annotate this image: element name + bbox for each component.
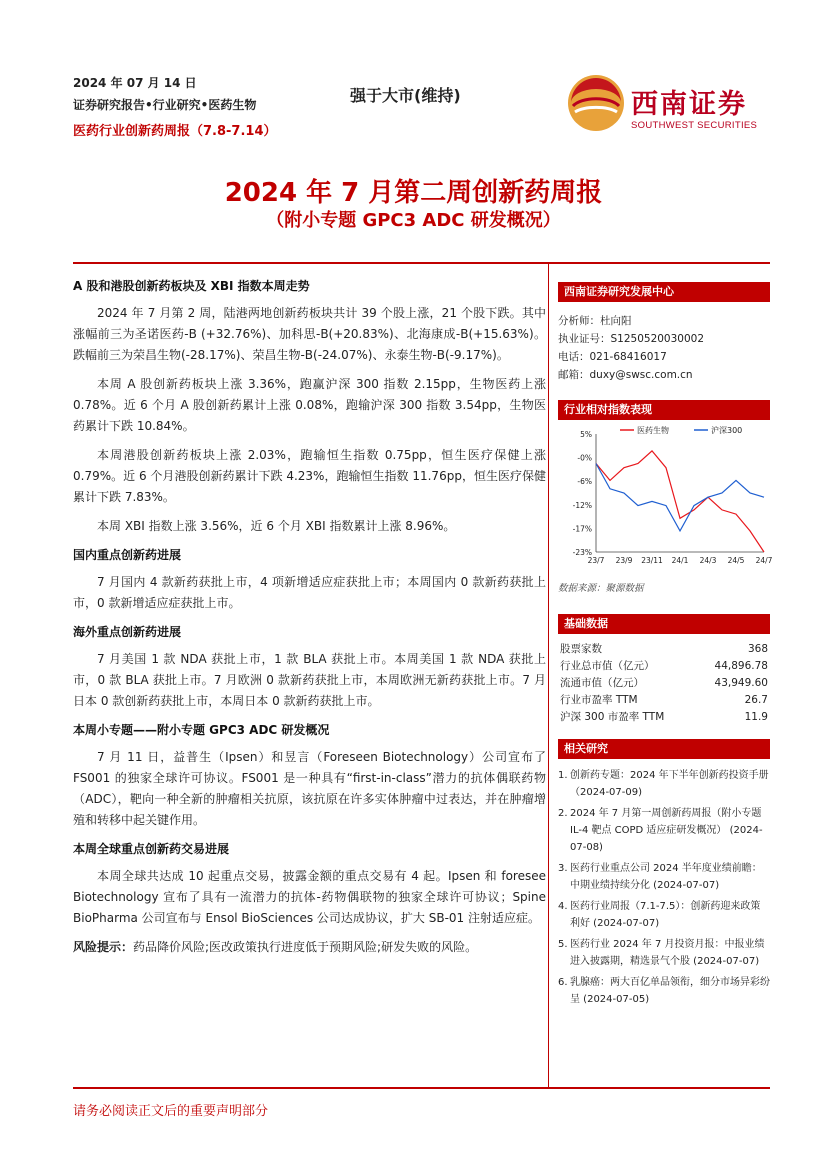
- list-item[interactable]: 2. 2024 年 7 月第一周创新药周报（附小专题 IL-4 靶点 COPD 适应症研发概况） (2024-07-08): [558, 808, 763, 853]
- x-tick-label: 23/7: [587, 556, 605, 565]
- risk-label: 风险提示：: [73, 940, 134, 954]
- report-series: 医药行业创新药周报（7.8-7.14）: [73, 124, 277, 139]
- table-row: [558, 691, 770, 708]
- list-item[interactable]: 1. 创新药专题：2024 年下半年创新药投资手册 （2024-07-09): [558, 770, 769, 798]
- paragraph: 7 月国内 4 款新药获批上市，4 项新增适应症获批上市；本周国内 0 款新药获批上市，0 款新增适应症获批上市。: [73, 575, 546, 610]
- x-tick-label: 24/7: [755, 556, 773, 565]
- x-tick-label: 24/5: [727, 556, 745, 565]
- row-value: 44,896.78: [714, 659, 768, 672]
- paragraph: 2024 年 7 月第 2 周，陆港两地创新药板块共计 39 个股上涨，21 个股下跌。其中涨幅前三为圣诺医药-B (+32.76%)、加科思-B(+20.83%)、北海康成-B(+15.63%)。跌幅前三为荣昌生物(-28.17%)、荣昌生物-B(-24.07%)、永泰生物-B(-9.17%)。: [73, 306, 546, 362]
- paragraph: 7 月 11 日，益普生（Ipsen）和昱言（Foreseen Biotechnology）公司宣布了 FS001 的独家全球许可协议。FS001 是一种具有“first-in-class”潜力的抗体偶联药物（ADC），靶向一种全新的肿瘤相关抗原，该抗原在许多实体肿瘤中过表达，并在肿瘤增殖和转移中起关键作用。: [73, 750, 546, 827]
- page-subtitle: （附小专题 GPC3 ADC 研发概况）: [266, 210, 561, 231]
- paragraph: 本周港股创新药板块上涨 2.03%，跑输恒生指数 0.75pp，恒生医疗保健上涨 0.79%。近 6 个月港股创新药累计下跌 4.23%，跑输恒生指数 11.76pp，恒生医疗保健累计下跌 7.83%。: [73, 448, 546, 504]
- paragraph: 本周全球共达成 10 起重点交易，披露金额的重点交易有 4 起。Ipsen 和 foresee Biotechnology 宣布了具有一流潜力的抗体-药物偶联物的独家全球许可协议；Spine BioPharma 公司宣布与 Ensol BioSciences 公司达成协议，扩大 SB-01 注射适应症。: [73, 869, 546, 925]
- list-item[interactable]: 4. 医药行业周报（7.1-7.5）：创新药迎来政策利好 (2024-07-07): [558, 901, 761, 929]
- legend-label-0: 医药生物: [637, 426, 669, 435]
- y-tick-label: -6%: [577, 477, 592, 487]
- top-rule: [73, 262, 770, 264]
- related-research-list: [558, 767, 770, 1008]
- main-column: [73, 276, 546, 966]
- row-value: 43,949.60: [714, 676, 768, 689]
- analyst-license: 执业证号：S1250520030002: [558, 333, 705, 345]
- risk-text: 药品降价风险;医改政策执行进度低于预期风险;研发失败的风险。: [133, 940, 478, 954]
- chart-source: 数据来源：聚源数据: [558, 583, 644, 594]
- y-tick-label: 5%: [580, 430, 592, 439]
- perf-line-chart: [558, 424, 773, 574]
- footer-disclaimer: 请务必阅读正文后的重要声明部分: [73, 1104, 269, 1119]
- analyst-info: [558, 312, 770, 384]
- table-row: [558, 657, 770, 674]
- series-line-0: [596, 451, 764, 552]
- table-row: [558, 640, 770, 657]
- column-divider: [548, 262, 549, 1087]
- row-label: 股票家数: [560, 643, 602, 655]
- legend-label-1: 沪深300: [711, 426, 743, 435]
- paragraph: 7 月美国 1 款 NDA 获批上市，1 款 BLA 获批上市。本周美国 1 款 NDA 获批上市，0 款 BLA 获批上市。7 月欧洲 0 款新药获批上市，本周欧洲无新药获批上市。7 月日本 0 款创新药获批上市，本周日本 0 款新药获批上市。: [73, 652, 546, 708]
- section-heading: A 股和港股创新药板块及 XBI 指数本周走势: [73, 279, 310, 293]
- list-item[interactable]: 6. 乳腺癌：两大百亿单品领衔，细分市场异彩纷呈 (2024-07-05): [558, 977, 770, 1005]
- page-title: 2024 年 7 月第二周创新药周报: [224, 178, 603, 208]
- section-market: [73, 276, 546, 537]
- sidebar-title-perf: 行业相对指数表现: [558, 400, 770, 420]
- row-label: 沪深 300 市盈率 TTM: [560, 711, 665, 723]
- section-heading: 海外重点创新药进展: [73, 625, 182, 639]
- paragraph: 本周 A 股创新药板块上涨 3.36%，跑赢沪深 300 指数 2.15pp，生物医药上涨 0.78%。近 6 个月 A 股创新药累计上涨 0.08%，跑输沪深 300 指数 3.54pp，生物医药累计下跌 10.84%。: [73, 377, 546, 433]
- company-logo: [565, 72, 765, 134]
- analyst-name: 分析师：杜向阳: [558, 315, 632, 327]
- y-tick-label: -12%: [572, 500, 592, 510]
- row-label: 行业市盈率 TTM: [560, 694, 638, 706]
- logo-text-cn: 西南证券: [631, 89, 747, 120]
- row-value: 11.9: [744, 710, 768, 723]
- rating: 强于大市(维持): [350, 86, 461, 105]
- series-line-1: [596, 464, 764, 531]
- report-category: 证券研究报告•行业研究•医药生物: [73, 98, 257, 112]
- list-item[interactable]: 5. 医药行业 2024 年 7 月投资月报：中报业绩进入披露期，精选景气个股 (2024-07-07): [558, 939, 765, 967]
- y-tick-label: -0%: [577, 453, 592, 463]
- sidebar-title-center: 西南证券研究发展中心: [558, 282, 770, 302]
- row-label: 行业总市值（亿元）: [560, 660, 655, 672]
- section-heading: 本周全球重点创新药交易进展: [73, 842, 230, 856]
- section-domestic: [73, 545, 546, 614]
- logo-text-en: SOUTHWEST SECURITIES: [631, 120, 758, 131]
- y-tick-label: -17%: [572, 524, 592, 534]
- y-tick-label: -23%: [572, 548, 592, 557]
- analyst-email[interactable]: 邮箱：duxy@swsc.com.cn: [558, 369, 693, 381]
- row-value: 26.7: [744, 693, 768, 706]
- row-value: 368: [747, 642, 768, 655]
- bottom-rule: [73, 1087, 770, 1089]
- risk-warning: [73, 937, 546, 958]
- sidebar-title-related: 相关研究: [558, 739, 770, 759]
- section-topic: [73, 720, 546, 831]
- basic-data-table: [558, 640, 770, 725]
- sidebar-title-basic: 基础数据: [558, 614, 770, 634]
- table-row: [558, 674, 770, 691]
- logo-emblem-icon: [565, 72, 627, 134]
- section-deals: [73, 839, 546, 929]
- table-row: [558, 708, 770, 725]
- paragraph: 本周 XBI 指数上涨 3.56%，近 6 个月 XBI 指数累计上涨 8.96%。: [97, 519, 456, 533]
- x-tick-label: 23/9: [615, 556, 633, 565]
- section-heading: 国内重点创新药进展: [73, 548, 182, 562]
- section-heading: 本周小专题——附小专题 GPC3 ADC 研发概况: [73, 723, 330, 737]
- row-label: 流通市值（亿元）: [560, 677, 644, 689]
- x-tick-label: 24/1: [671, 556, 689, 565]
- sidebar: [558, 282, 773, 1012]
- report-date: 2024 年 07 月 14 日: [73, 76, 197, 90]
- x-tick-label: 24/3: [699, 556, 717, 565]
- x-tick-label: 23/11: [641, 556, 663, 565]
- analyst-phone: 电话：021-68416017: [558, 351, 667, 363]
- list-item[interactable]: 3. 医药行业重点公司 2024 半年度业绩前瞻：中期业绩持续分化 (2024-07-07): [558, 863, 762, 891]
- section-overseas: [73, 622, 546, 712]
